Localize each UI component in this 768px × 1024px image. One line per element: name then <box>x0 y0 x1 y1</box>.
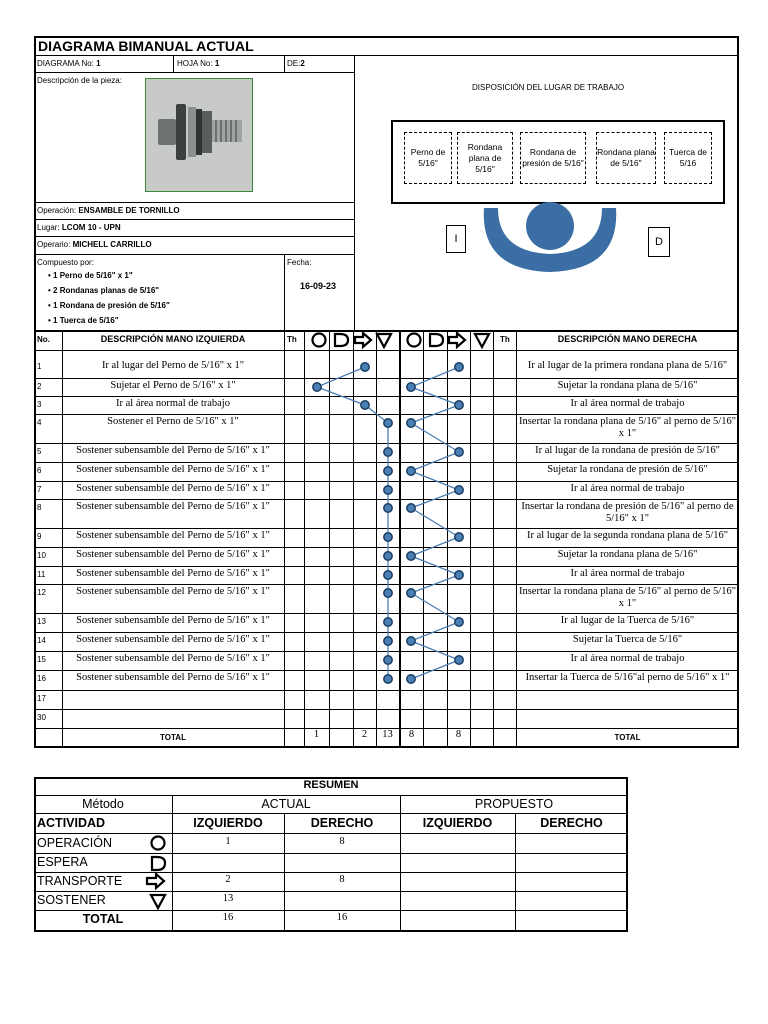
operation-value: ENSAMBLE DE TORNILLO <box>78 206 180 215</box>
left-hand-step: Sostener subensamble del Perno de 5/16" x 1" <box>76 501 270 512</box>
sum-tr-left: 2 <box>225 874 231 885</box>
right-hand-step: Ir al área normal de trabajo <box>570 483 685 494</box>
flow-line <box>411 622 459 641</box>
triangle-icon <box>151 895 165 908</box>
piece-label: Descripción de la pieza: <box>37 76 122 85</box>
activity-dot <box>384 589 392 597</box>
row-number: 8 <box>37 503 42 512</box>
left-hand-step: Sostener subensamble del Perno de 5/16" x 1" <box>76 549 270 560</box>
left-hand-step: Sostener subensamble del Perno de 5/16" x 1" <box>76 634 270 645</box>
activity-dot <box>361 363 369 371</box>
total-label-right: TOTAL <box>614 733 641 742</box>
bin-tuerca: Tuerca de 5/16 <box>664 132 712 184</box>
row-number: 1 <box>37 362 42 371</box>
summary-row-label: OPERACIÓN <box>37 836 113 850</box>
col-th-right: Th <box>500 335 510 344</box>
activity-dot <box>455 486 463 494</box>
right-hand-step: Ir al lugar de la rondana de presión de 5/16" <box>535 445 720 456</box>
right-hand-step: Insertar la rondana de presión de 5/16" al perno de 5/16" x 1" <box>521 501 734 524</box>
flow-line <box>411 641 459 660</box>
activity-dot <box>407 419 415 427</box>
of-label: DE: <box>287 59 301 68</box>
row-number: 10 <box>37 551 46 560</box>
activity-dot <box>455 448 463 456</box>
sum-tr-right: 8 <box>339 874 345 885</box>
total-right-transport: 8 <box>455 729 462 740</box>
right-hand-step: Sujetar la rondana plana de 5/16" <box>557 549 698 560</box>
flow-line <box>411 575 459 593</box>
d-shape-icon <box>152 857 165 870</box>
proposed-label: PROPUESTO <box>474 797 554 811</box>
left-hand-step: Sostener subensamble del Perno de 5/16" x 1" <box>76 483 270 494</box>
right-hand-step: Ir al área normal de trabajo <box>570 568 685 579</box>
left-hand-label: I <box>446 225 466 253</box>
total-right-operation: 8 <box>408 729 415 740</box>
operator-label: Operario: <box>37 240 71 249</box>
right-hand-step: Ir al lugar de la Tuerca de 5/16" <box>560 615 695 626</box>
sum-hold-left: 13 <box>222 893 234 904</box>
composed-item: • 2 Rondanas planas de 5/16" <box>48 286 160 295</box>
activity-dot <box>407 552 415 560</box>
summary-total-label: TOTAL <box>82 912 124 926</box>
current-left-label: IZQUIERDO <box>193 816 263 830</box>
bin-perno: Perno de 5/16" <box>404 132 452 184</box>
activity-dot <box>384 675 392 683</box>
flow-line <box>411 490 459 508</box>
left-hand-step: Sostener subensamble del Perno de 5/16" x 1" <box>76 615 270 626</box>
activity-dot <box>361 401 369 409</box>
activity-dot <box>384 419 392 427</box>
activity-dot <box>384 552 392 560</box>
activity-label: ACTIVIDAD <box>37 816 106 830</box>
right-hand-step: Ir al área normal de trabajo <box>570 398 685 409</box>
right-hand-step: Insertar la Tuerca de 5/16"al perno de 5/16" x 1" <box>525 672 730 683</box>
composed-item: • 1 Tuerca de 5/16" <box>48 316 119 325</box>
place-value: LCOM 10 - UPN <box>61 223 121 232</box>
total-label-left: TOTAL <box>160 733 186 742</box>
current-right-label: DERECHO <box>310 816 374 830</box>
flow-line <box>411 405 459 423</box>
bin-rondana-presion: Rondana de presión de 5/16" <box>520 132 586 184</box>
row-number: 5 <box>37 447 42 456</box>
left-hand-step: Sostener subensamble del Perno de 5/16" x 1" <box>76 653 270 664</box>
operation-label: Operación: <box>37 206 77 215</box>
right-hand-step: Sujetar la rondana de presión de 5/16" <box>547 464 708 475</box>
right-hand-step: Insertar la rondana plana de 5/16" al perno de 5/16" x 1" <box>518 416 737 439</box>
right-hand-step: Sujetar la rondana plana de 5/16" <box>557 380 698 391</box>
composed-item: • 1 Perno de 5/16" x 1" <box>48 271 133 280</box>
activity-dot <box>407 383 415 391</box>
flow-line <box>317 367 365 387</box>
right-hand-step: Ir al lugar de la primera rondana plana de 5/16" <box>527 360 728 371</box>
diagram-label: DIAGRAMA No: <box>37 59 94 68</box>
total-left-operation: 1 <box>313 729 320 740</box>
flow-line <box>411 367 459 387</box>
activity-dot <box>455 401 463 409</box>
activity-dot <box>384 486 392 494</box>
right-hand-step: Ir al área normal de trabajo <box>570 653 685 664</box>
left-hand-step: Sostener subensamble del Perno de 5/16" x 1" <box>76 530 270 541</box>
total-left-hold: 13 <box>382 729 393 740</box>
sheet-no: 1 <box>214 59 220 68</box>
flow-line <box>411 508 459 537</box>
summary-row-label: TRANSPORTE <box>37 874 123 888</box>
activity-dot <box>384 637 392 645</box>
activity-dot <box>455 618 463 626</box>
summary-symbols <box>142 834 172 912</box>
flow-line <box>317 387 365 405</box>
activity-dot <box>384 618 392 626</box>
circle-icon <box>152 837 165 850</box>
col-right-desc: DESCRIPCIÓN MANO DERECHA <box>557 334 698 344</box>
activity-dot <box>455 533 463 541</box>
row-number: 6 <box>37 466 42 475</box>
operator-value: MICHELL CARRILLO <box>72 240 152 249</box>
row-number: 16 <box>37 674 46 683</box>
flow-line <box>411 660 459 679</box>
summary-row-label: SOSTENER <box>37 893 106 907</box>
right-hand-step: Sujetar la Tuerca de 5/16" <box>572 634 683 645</box>
row-number: 7 <box>37 485 42 494</box>
activity-dot <box>407 675 415 683</box>
left-hand-step: Ir al lugar del Perno de 5/16" x 1" <box>101 360 245 371</box>
right-hand-step: Ir al lugar de la segunda rondana plana de 5/16" <box>526 530 729 541</box>
col-no: No. <box>37 335 50 344</box>
activity-dot <box>384 448 392 456</box>
activity-dot <box>455 363 463 371</box>
left-hand-step: Sujetar el Perno de 5/16" x 1" <box>110 380 236 391</box>
row-number: 11 <box>37 570 46 579</box>
flow-line <box>411 537 459 556</box>
place-label: Lugar: <box>37 223 60 232</box>
activity-dot <box>407 589 415 597</box>
row-number: 17 <box>37 694 46 703</box>
page-title: DIAGRAMA BIMANUAL ACTUAL <box>38 38 254 54</box>
row-number: 2 <box>37 382 42 391</box>
method-label: Método <box>82 797 124 811</box>
row-number: 12 <box>37 588 46 597</box>
sum-op-left: 1 <box>225 836 231 847</box>
bin-rondana-plana-2: Rondana plana de 5/16" <box>596 132 656 184</box>
col-left-desc: DESCRIPCIÓN MANO IZQUIERDA <box>100 334 246 344</box>
activity-dot <box>455 656 463 664</box>
row-number: 4 <box>37 418 42 427</box>
activity-dot <box>407 637 415 645</box>
row-number: 15 <box>37 655 46 664</box>
flow-line <box>411 452 459 471</box>
sum-total-left: 16 <box>222 912 234 923</box>
left-hand-step: Sostener subensamble del Perno de 5/16" x 1" <box>76 672 270 683</box>
sheet-label: HOJA No: <box>177 59 213 68</box>
flow-line <box>411 387 459 405</box>
right-hand-label: D <box>648 227 670 257</box>
row-number: 9 <box>37 532 42 541</box>
left-hand-step: Sostener subensamble del Perno de 5/16" x 1" <box>76 568 270 579</box>
left-hand-step: Sostener subensamble del Perno de 5/16" x 1" <box>76 464 270 475</box>
activity-dot <box>407 467 415 475</box>
activity-dot <box>384 533 392 541</box>
col-th-left: Th <box>287 335 297 344</box>
summary-title: RESUMEN <box>303 779 359 791</box>
row-number: 30 <box>37 713 46 722</box>
diagram-no: 1 <box>96 59 101 68</box>
flow-line <box>411 593 459 622</box>
activity-dot <box>384 571 392 579</box>
activity-dot <box>384 504 392 512</box>
date-value: 16-09-23 <box>300 281 337 291</box>
activity-dot <box>313 383 321 391</box>
flow-line <box>411 471 459 490</box>
composed-item: • 1 Rondana de presión de 5/16" <box>48 301 170 310</box>
of-no: 2 <box>300 59 305 68</box>
activity-dot <box>455 571 463 579</box>
row-number: 14 <box>37 636 46 645</box>
left-hand-step: Sostener subensamble del Perno de 5/16" x 1" <box>76 586 270 597</box>
activity-dot <box>384 467 392 475</box>
arrow-icon <box>147 874 164 888</box>
row-number: 13 <box>37 617 46 626</box>
proposed-left-label: IZQUIERDO <box>422 816 493 830</box>
layout-title: DISPOSICIÓN DEL LUGAR DE TRABAJO <box>472 83 625 92</box>
bin-rondana-plana-1: Rondana plana de 5/16" <box>457 132 513 184</box>
sum-total-right: 16 <box>336 912 348 923</box>
left-hand-step: Sostener el Perno de 5/16" x 1" <box>107 416 239 427</box>
right-hand-step: Insertar la rondana plana de 5/16" al perno de 5/16" x 1" <box>518 586 737 609</box>
current-label: ACTUAL <box>261 797 311 811</box>
row-number: 3 <box>37 400 42 409</box>
date-label: Fecha: <box>287 258 312 267</box>
total-left-transport: 2 <box>361 729 368 740</box>
summary-row-label: ESPERA <box>37 855 88 869</box>
proposed-right-label: DERECHO <box>540 816 603 830</box>
sum-op-right: 8 <box>339 836 345 847</box>
left-hand-step: Ir al área normal de trabajo <box>116 398 230 409</box>
composed-label: Compuesto por: <box>37 258 94 267</box>
flow-line <box>411 423 459 452</box>
activity-dot <box>407 504 415 512</box>
activity-dot <box>384 656 392 664</box>
left-hand-step: Sostener subensamble del Perno de 5/16" x 1" <box>76 445 270 456</box>
flow-line <box>411 556 459 575</box>
